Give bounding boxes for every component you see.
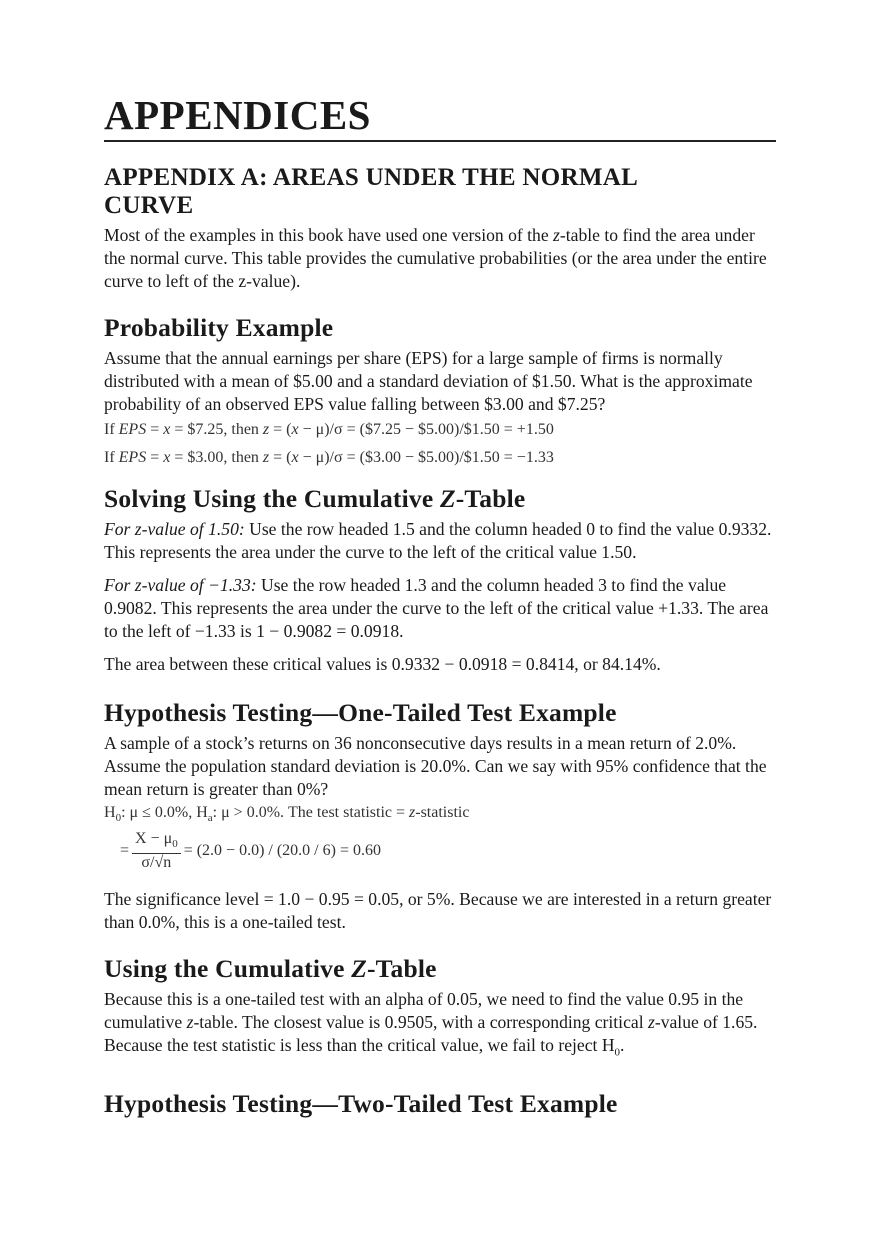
t: For z-value of 1.50: [104,519,245,539]
fraction [132,830,181,872]
t: − μ)/σ = ($3.00 − $5.00)/$1.50 = −1.33 [298,449,554,466]
t: Z [439,484,456,513]
t: = ( [269,421,292,438]
appendix-a-heading: APPENDIX A: AREAS UNDER THE NORMAL CURVE [104,164,637,219]
t: x [163,421,171,438]
probability-example-heading: Probability Example [104,313,334,342]
t: . [620,1035,625,1056]
using-heading [104,954,776,984]
t: = (2.0 − 0.0) / (20.0 / 6) = 0.60 [183,841,381,859]
t: -value of 1.65. Because the test statistic is less than the critical value, we fail to reject H [104,1012,758,1056]
t: If [104,449,119,466]
z-statistic-equation [104,830,776,872]
t: x [291,421,299,438]
text: -table to find the area under the normal curve. This table provides the cumulative probabilities (or the area under the entire curve to left of the z-value). [104,225,767,291]
t: − μ)/σ = ($7.25 − $5.00)/$1.50 = +1.50 [298,421,554,438]
title-rule [104,140,776,142]
solving-p3: The area between these critical values is 0.9332 − 0.0918 = 0.8414, or 84.14%. [104,654,661,674]
t: : μ > 0.0%. The test statistic = [212,804,410,821]
one-tailed-heading: Hypothesis Testing—One-Tailed Test Example [104,698,617,727]
t: EPS [118,421,147,438]
t: = $7.25, then [170,421,263,438]
hypothesis-equation [104,803,776,828]
probability-example-text: Assume that the annual earnings per share (EPS) for a large sample of firms is normally distributed with a mean of $5.00 and a standard deviation of $1.50. What is the approximate probability of an observed EPS value falling between $3.00 and $7.25? [104,348,753,414]
using-text [104,988,776,1065]
t: H [104,804,116,821]
t: -table. The closest value is 0.9505, with a corresponding critical [193,1012,648,1033]
t: EPS [118,449,147,466]
page-title: APPENDICES [104,92,371,138]
t: -statistic [415,804,470,821]
equation-eps-300 [104,448,776,468]
t: X − μ [135,830,173,848]
t: z [262,449,270,466]
numerator [132,830,181,854]
denominator: σ/√n [141,854,172,872]
t: -Table [455,484,526,513]
t: Using the Cumulative [104,954,352,984]
t: = [146,421,164,438]
text: z [553,225,560,245]
t: 0 [172,838,178,851]
equation-eps-725 [104,420,776,440]
text: Most of the examples in this book have used one version of the [104,225,554,245]
t: = [146,449,164,466]
solving-p1 [104,518,776,564]
t: = ( [269,449,292,466]
t: = [120,841,130,859]
two-tailed-heading: Hypothesis Testing—Two-Tailed Test Example [104,1088,618,1118]
t: Z [351,954,367,984]
t: z [409,804,416,821]
t: = $3.00, then [170,449,263,466]
solving-p2 [104,574,776,643]
t: : μ ≤ 0.0%, H [121,804,208,821]
t: Solving Using the Cumulative [104,484,440,513]
t: Use the row headed 1.3 and the column headed 3 to find the value 0.9082. This represents the area under the curve to the left of the critical value +1.33. The area to the left of −1.33 is 1 − 0.9082 = 0.0918. [104,575,769,641]
one-tailed-text: A sample of a stock’s returns on 36 nonconsecutive days results in a mean return of 2.0%. Assume the population standard deviation is 20.0%. Can we say with 95% confidence that the mean return is greater than 0%? [104,733,767,799]
t: x [291,449,299,466]
t: 0 [115,812,122,825]
t: x [163,449,171,466]
t: z [262,421,270,438]
t: Because this is a one-tailed test with an alpha of 0.05, we need to find the value 0.95 in the cumulative [104,989,744,1033]
one-tailed-p2: The significance level = 1.0 − 0.95 = 0.05, or 5%. Because we are interested in a return greater than 0.0%, this is a one-tailed test. [104,889,772,933]
t: For z-value of −1.33: [104,575,257,595]
t: If [104,421,119,438]
t: Use the row headed 1.5 and the column headed 0 to find the value 0.9332. This represents the area under the curve to the left of the critical value 1.50. [104,519,772,562]
t: z [647,1012,655,1033]
t: -Table [366,954,437,984]
solving-heading [104,484,776,514]
t: z [186,1012,194,1033]
appendix-a-intro [104,224,776,293]
t: a [207,812,213,825]
t: 0 [614,1046,621,1059]
